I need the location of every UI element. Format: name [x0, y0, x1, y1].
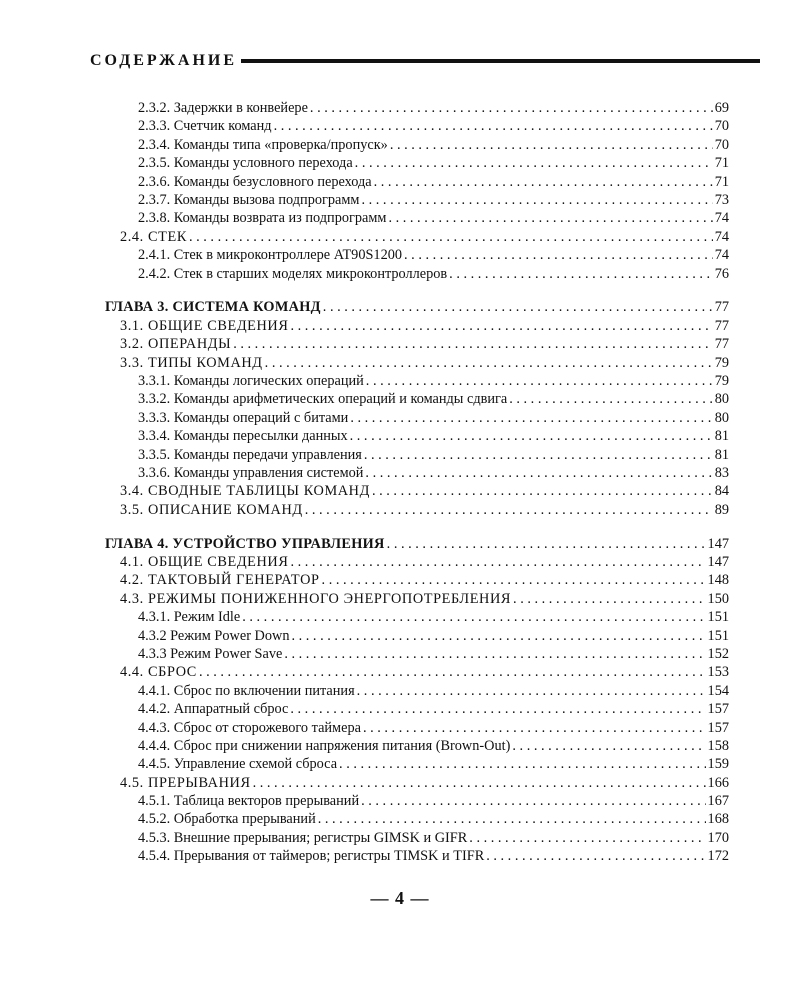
toc-entry-title: 4.5.4. Прерывания от таймеров; регистры TIMSK и TIFR: [138, 848, 485, 865]
toc-entry-page: 157: [707, 719, 729, 736]
dot-leader: [291, 627, 705, 645]
toc-subsection-entry: [105, 755, 729, 773]
toc-subsection-entry: [105, 173, 729, 191]
toc-entry-page: 157: [707, 701, 729, 718]
page-number: — 4 —: [370, 888, 430, 908]
dot-leader: [513, 590, 706, 608]
toc-subsection-entry: [105, 154, 729, 172]
toc-subsection-entry: [105, 372, 729, 390]
header-title: СОДЕРЖАНИЕ: [90, 52, 238, 69]
toc-section-entry: [105, 482, 729, 500]
toc-entry-title: 2.3.2. Задержки в конвейере: [138, 100, 308, 116]
toc-subsection-entry: [105, 829, 729, 847]
toc-section-entry: [105, 663, 729, 681]
toc-entry-title: 3.3.5. Команды передачи управления: [138, 446, 362, 463]
toc-subsection-entry: [105, 265, 729, 283]
dot-leader: [274, 117, 713, 135]
dot-leader: [364, 446, 713, 464]
toc-entry-page: 83: [714, 464, 729, 481]
toc-entry-title: 4.2. ТАКТОВЫЙ ГЕНЕРАТОР: [120, 572, 320, 589]
toc-entry-page: 80: [714, 391, 729, 408]
toc-subsection-entry: [105, 737, 729, 755]
toc-entry-page: 167: [707, 793, 729, 810]
toc-entry-page: 159: [707, 756, 729, 773]
toc-subsection-entry: [105, 409, 729, 427]
running-header: [90, 50, 760, 72]
toc-group: [105, 535, 729, 866]
toc-entry-title: 4.4.4. Сброс при снижении напряжения питания (Brown-Out): [138, 737, 511, 754]
dot-leader: [310, 99, 713, 117]
toc-subsection-entry: [105, 209, 729, 227]
toc-entry-page: 77: [714, 336, 729, 353]
toc-entry-title: ГЛАВА 3. СИСТЕМА КОМАНД: [105, 299, 321, 316]
toc-entry-title: 3.3.6. Команды управления системой: [138, 464, 364, 481]
toc-entry-title: 2.3.8. Команды возврата из подпрограмм: [138, 210, 387, 227]
dot-leader: [357, 682, 706, 700]
toc-entry-page: 73: [714, 191, 729, 208]
dot-leader: [372, 482, 713, 500]
toc-entry-title: 3.3.4. Команды пересылки данных: [138, 428, 348, 445]
toc-entry-title: 4.4.2. Аппаратный сброс: [138, 701, 289, 718]
toc-entry-title: 4.5. ПРЕРЫВАНИЯ: [120, 774, 251, 791]
toc-entry-title: 3.4. СВОДНЫЕ ТАБЛИЦЫ КОМАНД: [120, 483, 370, 500]
toc-entry-title: 2.3.7. Команды вызова подпрограмм: [138, 191, 360, 208]
toc-entry-title: ГЛАВА 4. УСТРОЙСТВО УПРАВЛЕНИЯ: [105, 535, 385, 552]
toc-chapter-entry: [105, 535, 729, 553]
dot-leader: [350, 427, 713, 445]
toc-entry-title: 4.3.1. Режим Idle: [138, 609, 241, 626]
toc-entry-page: 153: [707, 664, 729, 681]
toc-entry-page: 70: [714, 118, 729, 135]
toc-entry-page: 170: [707, 829, 729, 846]
dot-leader: [350, 409, 712, 427]
dot-leader: [366, 372, 713, 390]
dot-leader: [361, 191, 712, 209]
toc-entry-page: 81: [714, 446, 729, 463]
toc-subsection-entry: [105, 719, 729, 737]
toc-entry-page: 154: [707, 682, 729, 699]
dot-leader: [284, 645, 705, 663]
toc-subsection-entry: [105, 117, 729, 135]
dot-leader: [390, 136, 713, 154]
toc-entry-title: 3.3.2. Команды арифметических операций и команды сдвига: [138, 391, 508, 408]
toc-entry-page: 148: [707, 572, 729, 589]
toc-subsection-entry: [105, 99, 729, 117]
toc-entry-title: 2.3.5. Команды условного перехода: [138, 155, 353, 172]
toc-subsection-entry: [105, 246, 729, 264]
dot-leader: [199, 663, 706, 681]
toc-section-entry: [105, 774, 729, 792]
dot-leader: [318, 810, 706, 828]
toc-entry-title: 4.4.1. Сброс по включении питания: [138, 682, 355, 699]
toc-entry-title: 4.5.3. Внешние прерывания; регистры GIMSK и GIFR: [138, 829, 468, 846]
toc-entry-title: 4.5.1. Таблица векторов прерываний: [138, 793, 360, 810]
toc-entry-page: 74: [714, 210, 729, 227]
toc-entry-page: 76: [714, 265, 729, 282]
dot-leader: [290, 553, 705, 571]
toc-entry-page: 168: [707, 811, 729, 828]
toc-entry-title: 2.4.1. Стек в микроконтроллере AT90S1200: [138, 247, 403, 264]
toc-entry-title: 4.3.2 Режим Power Down: [138, 627, 290, 644]
dot-leader: [305, 501, 713, 519]
toc-entry-page: 172: [707, 848, 729, 865]
toc-entry-title: 4.4. СБРОС: [120, 664, 197, 681]
toc-entry-page: 74: [714, 228, 729, 245]
dot-leader: [512, 737, 705, 755]
toc-entry-page: 84: [714, 483, 729, 500]
toc-entry-page: 147: [707, 553, 729, 570]
toc-group: [105, 298, 729, 519]
dot-leader: [388, 209, 712, 227]
toc-entry-title: 4.4.5. Управление схемой сброса: [138, 756, 338, 773]
toc-subsection-entry: [105, 810, 729, 828]
toc-subsection-entry: [105, 682, 729, 700]
toc-subsection-entry: [105, 627, 729, 645]
toc-entry-page: 79: [714, 354, 729, 371]
dot-leader: [339, 755, 706, 773]
toc-section-entry: [105, 317, 729, 335]
toc-entry-page: 158: [707, 737, 729, 754]
dot-leader: [387, 535, 706, 553]
toc-entry-page: 70: [714, 136, 729, 153]
dot-leader: [361, 792, 705, 810]
toc-entry-page: 69: [714, 100, 729, 116]
toc-subsection-entry: [105, 427, 729, 445]
dot-leader: [486, 847, 705, 865]
toc-subsection-entry: [105, 700, 729, 718]
dot-leader: [323, 298, 713, 316]
toc-entry-title: 4.3. РЕЖИМЫ ПОНИЖЕННОГО ЭНЕРГОПОТРЕБЛЕНИЯ: [120, 590, 512, 607]
toc-entry-title: 2.4. СТЕК: [120, 228, 187, 245]
toc-subsection-entry: [105, 792, 729, 810]
toc-entry-page: 151: [707, 609, 729, 626]
toc-entry-page: 77: [714, 299, 729, 316]
dot-leader: [355, 154, 713, 172]
toc-entry-page: 89: [714, 501, 729, 518]
dot-leader: [233, 335, 713, 353]
toc-section-entry: [105, 354, 729, 372]
table-of-contents: [105, 99, 729, 866]
toc-entry-title: 2.3.6. Команды безусловного перехода: [138, 173, 372, 190]
dot-leader: [322, 571, 706, 589]
toc-entry-page: 81: [714, 428, 729, 445]
toc-entry-title: 4.4.3. Сброс от сторожевого таймера: [138, 719, 361, 736]
toc-entry-page: 150: [707, 590, 729, 607]
toc-subsection-entry: [105, 136, 729, 154]
dot-leader: [404, 246, 713, 264]
toc-subsection-entry: [105, 446, 729, 464]
header-rule: [241, 59, 760, 63]
toc-entry-title: 3.3. ТИПЫ КОМАНД: [120, 354, 263, 371]
toc-section-entry: [105, 228, 729, 246]
toc-section-entry: [105, 571, 729, 589]
toc-subsection-entry: [105, 645, 729, 663]
toc-entry-page: 71: [714, 155, 729, 172]
dot-leader: [363, 719, 706, 737]
toc-entry-title: 4.1. ОБЩИЕ СВЕДЕНИЯ: [120, 553, 289, 570]
toc-entry-page: 80: [714, 409, 729, 426]
dot-leader: [189, 228, 713, 246]
toc-entry-title: 3.3.3. Команды операций с битами: [138, 409, 349, 426]
toc-section-entry: [105, 590, 729, 608]
toc-entry-page: 152: [707, 645, 729, 662]
toc-entry-page: 79: [714, 372, 729, 389]
toc-entry-title: 2.3.4. Команды типа «проверка/пропуск»: [138, 136, 388, 153]
toc-entry-page: 147: [707, 535, 729, 552]
toc-entry-title: 3.3.1. Команды логических операций: [138, 372, 364, 389]
dot-leader: [253, 774, 706, 792]
toc-section-entry: [105, 501, 729, 519]
dot-leader: [242, 608, 705, 626]
dot-leader: [290, 700, 705, 718]
toc-entry-page: 166: [707, 774, 729, 791]
toc-subsection-entry: [105, 191, 729, 209]
dot-leader: [290, 317, 712, 335]
toc-entry-page: 77: [714, 317, 729, 334]
toc-entry-title: 4.3.3 Режим Power Save: [138, 645, 283, 662]
toc-entry-title: 4.5.2. Обработка прерываний: [138, 811, 316, 828]
toc-section-entry: [105, 335, 729, 353]
toc-entry-title: 3.2. ОПЕРАНДЫ: [120, 336, 232, 353]
toc-entry-title: 2.3.3. Счетчик команд: [138, 118, 272, 135]
dot-leader: [469, 829, 705, 847]
toc-subsection-entry: [105, 464, 729, 482]
toc-subsection-entry: [105, 608, 729, 626]
dot-leader: [449, 265, 713, 283]
toc-entry-page: 74: [714, 247, 729, 264]
toc-entry-page: 151: [707, 627, 729, 644]
toc-group: [105, 99, 729, 283]
toc-entry-title: 3.1. ОБЩИЕ СВЕДЕНИЯ: [120, 317, 289, 334]
toc-chapter-entry: [105, 298, 729, 316]
toc-entry-title: 2.4.2. Стек в старших моделях микроконтроллеров: [138, 265, 448, 282]
dot-leader: [509, 390, 712, 408]
toc-subsection-entry: [105, 390, 729, 408]
toc-entry-title: 3.5. ОПИСАНИЕ КОМАНД: [120, 501, 303, 518]
toc-entry-page: 71: [714, 173, 729, 190]
toc-subsection-entry: [105, 847, 729, 865]
dot-leader: [374, 173, 713, 191]
toc-section-entry: [105, 553, 729, 571]
dot-leader: [365, 464, 712, 482]
dot-leader: [265, 354, 713, 372]
